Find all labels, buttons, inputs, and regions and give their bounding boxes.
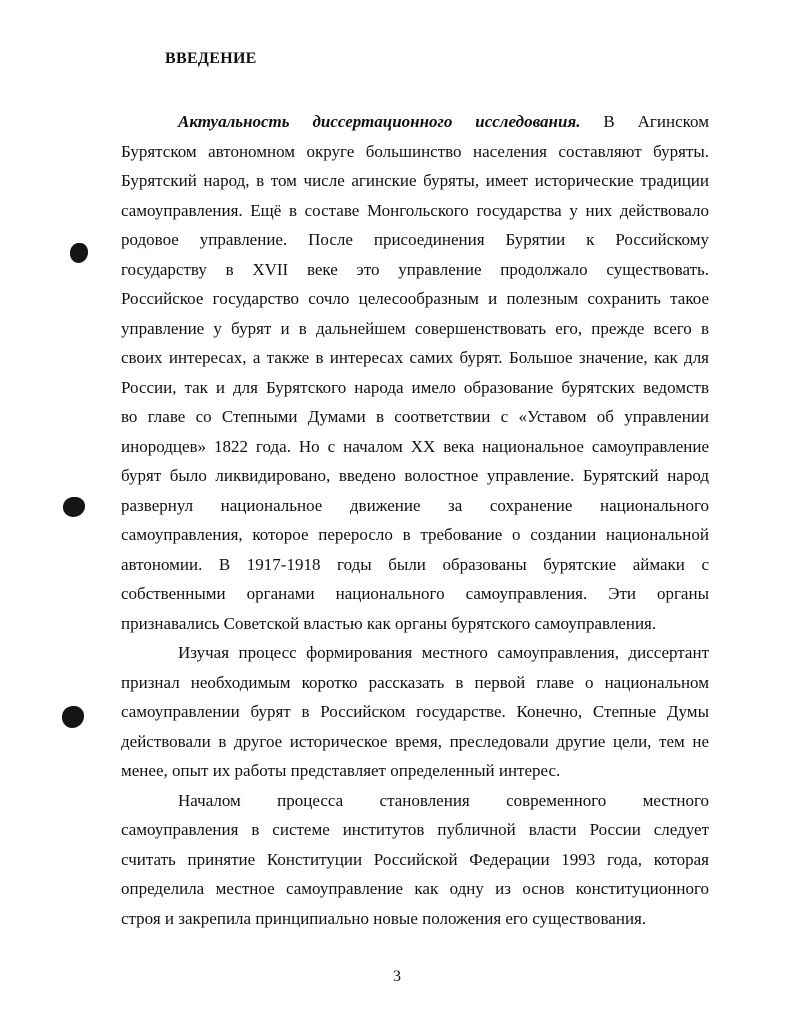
- text-line: самоуправлении бурят в Российском государстве. Конечно, Степные Думы: [121, 702, 709, 721]
- lead-bold-phrase: Актуальность диссертационного исследования.: [178, 112, 581, 131]
- text-line: Началом процесса становления современного местного: [178, 791, 709, 810]
- text-line: менее, опыт их работы представляет определенный интерес.: [121, 761, 561, 780]
- text-line: Российское государство сочло целесообразным и полезным сохранить такое: [121, 289, 709, 308]
- text-line: строя и закрепила принципиально новые положения его существования.: [121, 909, 647, 928]
- text-line: своих интересах, а также в интересах самих бурят. Большое значение, как для: [121, 348, 709, 367]
- text-line: самоуправления в системе институтов публичной власти России следует: [121, 820, 709, 839]
- text-line: бурят было ликвидировано, введено волостное управление. Бурятский народ: [121, 466, 709, 485]
- text-line: собственными органами национального самоуправления. Эти органы: [121, 584, 709, 603]
- page-number: 3: [393, 968, 401, 985]
- text-line: Бурятском автономном округе большинство населения составляют буряты.: [121, 142, 709, 161]
- text-line: признал необходимым коротко рассказать в первой главе о национальном: [121, 673, 709, 692]
- text-line: государству в XVII веке это управление продолжало существовать.: [121, 260, 709, 279]
- text-line: самоуправления, которое переросло в требование о создании национальной: [121, 525, 709, 544]
- punch-hole-mark: [62, 706, 84, 728]
- text-line: определила местное самоуправление как одну из основ конституционного: [121, 879, 709, 898]
- text-line: во главе со Степными Думами в соответствии с «Уставом об управлении: [121, 407, 709, 426]
- text-line: Изучая процесс формирования местного самоуправления, диссертант: [178, 643, 709, 662]
- text-line: самоуправления. Ещё в составе Монгольского государства у них действовало: [121, 201, 709, 220]
- text-line: автономии. В 1917-1918 годы были образованы бурятские аймаки с: [121, 555, 709, 574]
- text-line: Бурятский народ, в том числе агинские буряты, имеет исторические традиции: [121, 171, 709, 190]
- text-line: развернул национальное движение за сохранение национального: [121, 496, 709, 515]
- text-line: управление у бурят и в дальнейшем совершенствовать его, прежде всего в: [121, 319, 709, 338]
- text-line: признавались Советской властью как органы бурятского самоуправления.: [121, 614, 657, 633]
- text-line: Актуальность диссертационного исследования. В Агинском: [178, 112, 709, 131]
- punch-hole-mark: [63, 497, 85, 517]
- text-line: действовали в другое историческое время, преследовали другие цели, тем не: [121, 732, 709, 751]
- text-line: России, так и для Бурятского народа имело образование бурятских ведомств: [121, 378, 709, 397]
- page-heading: ВВЕДЕНИЕ: [165, 50, 257, 67]
- text-line: родовое управление. После присоединения Бурятии к Российскому: [121, 230, 709, 249]
- text-line: считать принятие Конституции Российской Федерации 1993 года, которая: [121, 850, 709, 869]
- punch-hole-mark: [70, 243, 88, 263]
- text-line: инородцев» 1822 года. Но с началом XX века национальное самоуправление: [121, 437, 709, 456]
